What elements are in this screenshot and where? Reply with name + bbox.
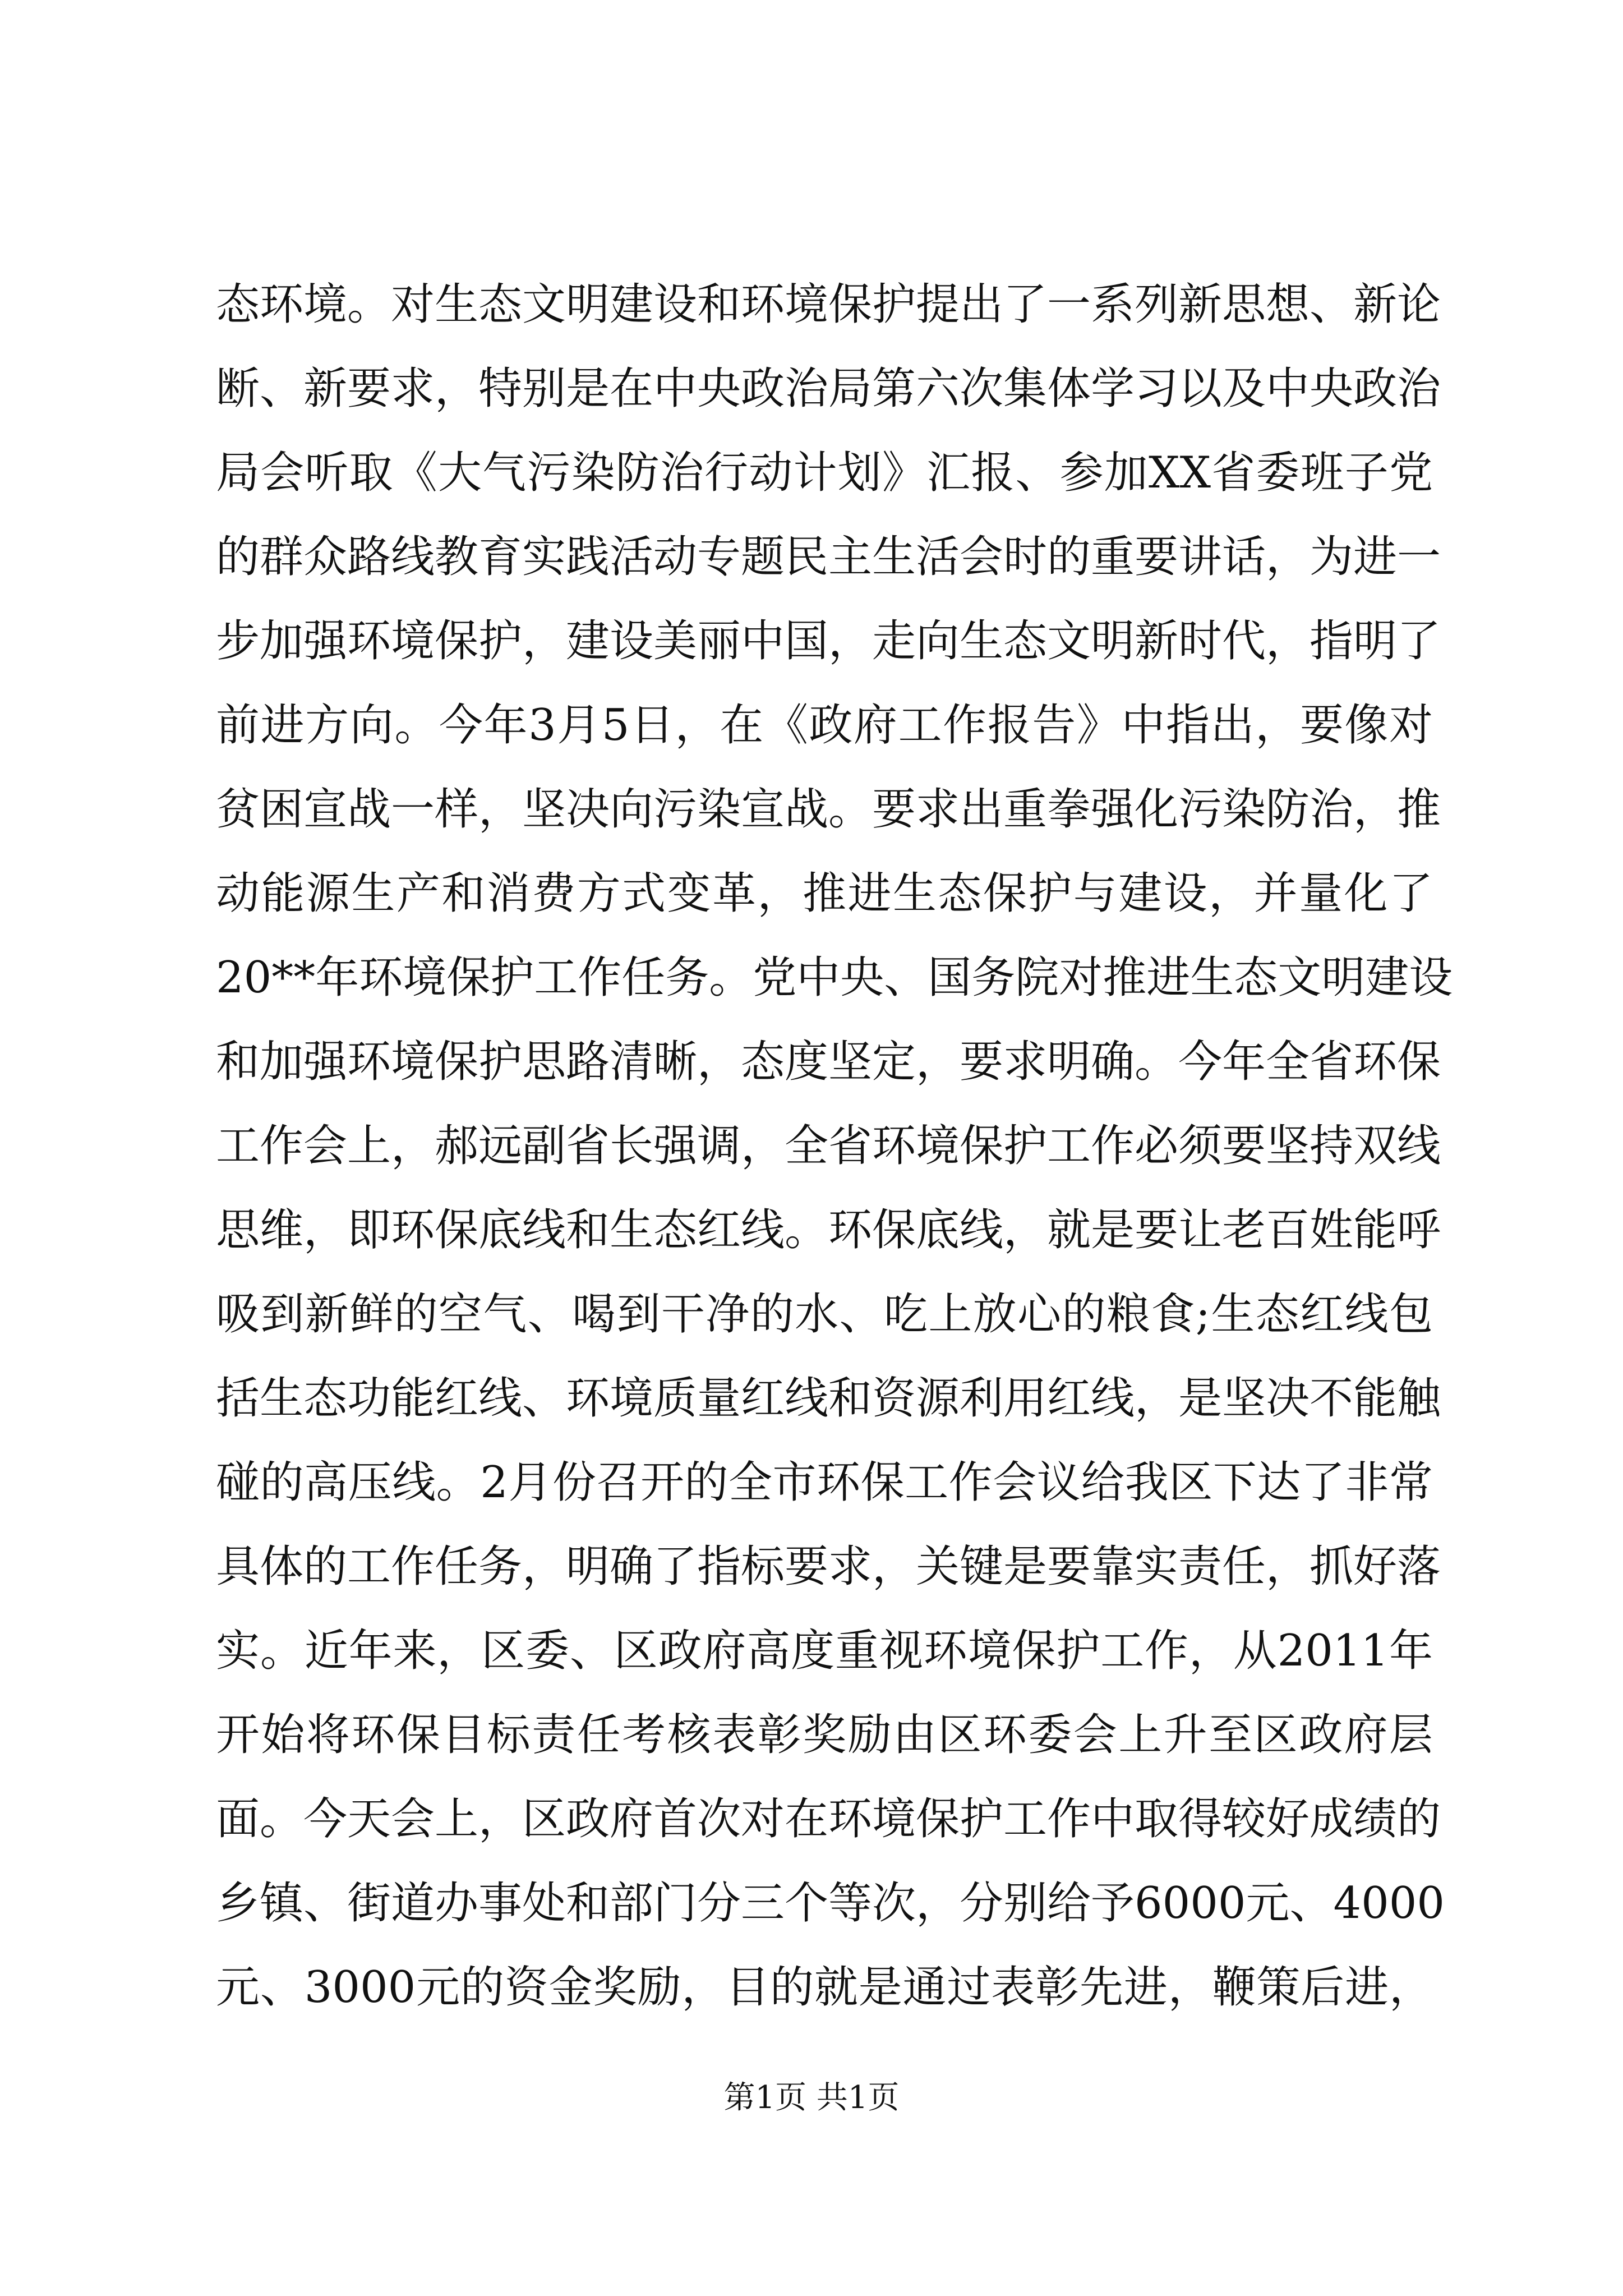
text-line: 开始将环保目标责任考核表彰奖励由区环委会上升至区政府层 — [216, 1710, 1433, 1760]
text-line: 态环境。对生态文明建设和环境保护提出了一系列新思想、新论 — [216, 279, 1441, 330]
text-line: 的群众路线教育实践活动专题民主生活会时的重要讲话，为进一 — [216, 532, 1441, 582]
text-line: 断、新要求，特别是在中央政治局第六次集体学习以及中央政治 — [216, 364, 1441, 414]
text-line: 元、3000元的资金奖励，目的就是通过表彰先进，鞭策后进， — [216, 1962, 1433, 2013]
text-line: 碰的高压线。2月份召开的全市环保工作会议给我区下达了非常 — [216, 1457, 1433, 1508]
page-footer — [0, 2076, 1623, 2120]
text-line: 动能源生产和消费方式变革，推进生态保护与建设，并量化了 — [216, 868, 1433, 919]
text-line: 局会听取《大气污染防治行动计划》汇报、参加XX省委班子党 — [216, 448, 1433, 498]
body-text — [216, 263, 1453, 2030]
text-line: 前进方向。今年3月5日，在《政府工作报告》中指出，要像对 — [216, 700, 1433, 751]
text-line: 吸到新鲜的空气、喝到干净的水、吃上放心的粮食;生态红线包 — [216, 1289, 1433, 1340]
text-line: 乡镇、街道办事处和部门分三个等次，分别给予6000元、4000 — [216, 1878, 1445, 1929]
text-line: 工作会上，郝远副省长强调，全省环境保护工作必须要坚持双线 — [216, 1121, 1441, 1171]
text-line: 20**年环境保护工作任务。党中央、国务院对推进生态文明建设 — [216, 953, 1453, 1003]
text-line: 贫困宣战一样，坚决向污染宣战。要求出重拳强化污染防治，推 — [216, 784, 1441, 835]
text-line: 步加强环境保护，建设美丽中国，走向生态文明新时代，指明了 — [216, 616, 1441, 666]
text-line: 实。近年来，区委、区政府高度重视环境保护工作，从2011年 — [216, 1626, 1433, 1676]
text-line: 括生态功能红线、环境质量红线和资源利用红线，是坚决不能触 — [216, 1373, 1441, 1424]
text-line: 和加强环境保护思路清晰，态度坚定，要求明确。今年全省环保 — [216, 1037, 1441, 1087]
text-line: 具体的工作任务，明确了指标要求，关键是要靠实责任，抓好落 — [216, 1542, 1441, 1592]
page-number-label: 第1页 共1页 — [723, 2079, 900, 2116]
text-line: 思维，即环保底线和生态红线。环保底线，就是要让老百姓能呼 — [216, 1205, 1441, 1255]
text-line: 面。今天会上，区政府首次对在环境保护工作中取得较好成绩的 — [216, 1794, 1441, 1844]
